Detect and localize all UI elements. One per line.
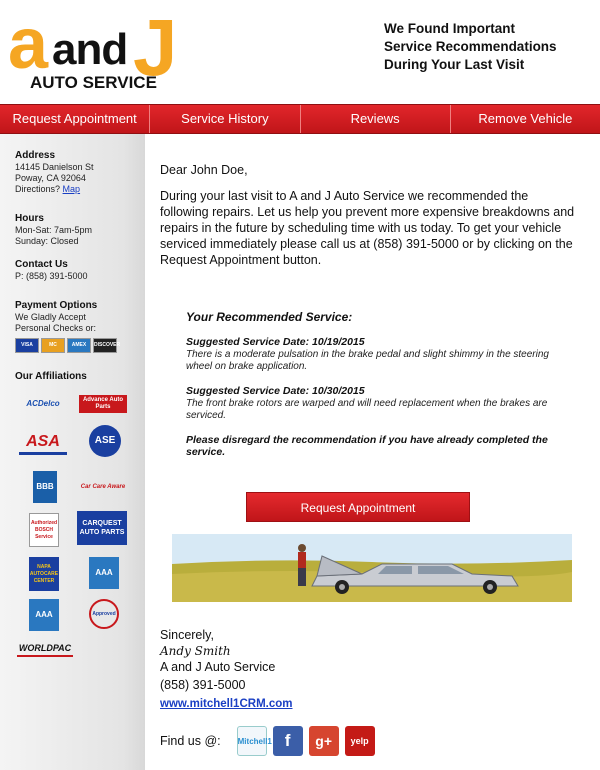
rec-description: There is a moderate pulsation in the brake pedal and slight shimmy in the steering wheel on brake application. (186, 349, 549, 372)
acdelco-logo-icon: ACDelco (26, 399, 60, 408)
payment-heading: Payment Options (15, 300, 98, 311)
main-nav (0, 104, 600, 134)
hours-line: Mon-Sat: 7am-5pm (15, 225, 93, 235)
affiliations-heading: Our Affiliations (15, 371, 87, 382)
payment-line: Personal Checks or: (15, 323, 97, 333)
company-phone: (858) 391-5000 (160, 678, 246, 692)
request-appointment-button[interactable]: Request Appointment (246, 492, 470, 522)
contact-phone: P: (858) 391-5000 (15, 271, 88, 281)
carquest-logo-icon: CARQUEST AUTO PARTS (77, 511, 127, 545)
greeting: Dear John Doe, (160, 163, 248, 177)
company-logo[interactable] (8, 3, 183, 98)
directions-label: Directions? (15, 184, 61, 194)
sign-off: Sincerely, (160, 628, 214, 642)
nav-request-appointment[interactable]: Request Appointment (0, 105, 150, 133)
recommended-service (186, 310, 576, 458)
logo-letter-j: J (133, 3, 178, 92)
nav-service-history[interactable]: Service History (150, 105, 300, 133)
payment-line: We Gladly Accept (15, 312, 86, 322)
rec-date: Suggested Service Date: 10/30/2015 (186, 385, 365, 397)
sidebar (0, 134, 145, 770)
tagline-line: During Your Last Visit (384, 57, 525, 72)
mitchell1-icon[interactable]: Mitchell1 (237, 726, 267, 756)
nav-reviews[interactable]: Reviews (301, 105, 451, 133)
rec-heading: Your Recommended Service: (186, 310, 353, 324)
logo-letter-a: a (8, 4, 45, 84)
napa-autocare-logo-icon: NAPA AUTOCARE CENTER (29, 557, 59, 591)
tagline-line: We Found Important (384, 21, 515, 36)
advance-auto-logo-icon: Advance Auto Parts (79, 395, 127, 413)
asa-logo-icon: ASA (19, 431, 67, 455)
rec-description: The front brake rotors are warped and will need replacement when the brakes are serviced. (186, 398, 548, 421)
amex-card-icon: AMEX (67, 338, 91, 353)
approved-check-logo-icon: Approved (89, 599, 119, 629)
header (0, 0, 600, 104)
header-tagline (384, 20, 594, 74)
directions-row (15, 184, 145, 195)
discover-card-icon: DISCOVER (93, 338, 117, 353)
yelp-icon[interactable]: yelp (345, 726, 375, 756)
payment-cards (15, 338, 145, 353)
intro-paragraph: During your last visit to A and J Auto Service we recommended the following repairs. Let us help you prevent more expensive breakdowns and repairs in the future by scheduling time with us today. To get your vehicle serviced immediately please call us at (858) 391-5000 or by clicking on the Request Appointment button. (160, 189, 575, 267)
facebook-icon[interactable]: f (273, 726, 303, 756)
company-name: A and J Auto Service (160, 660, 276, 674)
find-us-label: Find us @: (160, 734, 221, 748)
ase-logo-icon: ASE (89, 425, 121, 457)
address-line: Poway, CA 92064 (15, 173, 86, 183)
signature: Andy Smith (160, 644, 231, 658)
contact-heading: Contact Us (15, 259, 68, 270)
address-heading: Address (15, 150, 56, 161)
map-link[interactable]: Map (62, 184, 81, 194)
signature-block (160, 626, 293, 713)
aaa-logo-icon: AAA (89, 557, 119, 589)
affiliations-logos (15, 387, 145, 657)
car-illustration-icon (172, 534, 572, 602)
find-us-row (160, 726, 375, 756)
car-care-aware-logo-icon: Car Care Aware (80, 484, 126, 490)
rec-date: Suggested Service Date: 10/19/2015 (186, 336, 365, 348)
tagline-line: Service Recommendations (384, 39, 557, 54)
mastercard-icon: MC (41, 338, 65, 353)
logo-word-and: and (52, 25, 128, 74)
website-link[interactable]: www.mitchell1CRM.com (160, 698, 293, 710)
rec-note: Please disregard the recommendation if you have already completed the service. (186, 434, 548, 458)
google-plus-icon[interactable]: g+ (309, 726, 339, 756)
logo-subtitle: AUTO SERVICE (30, 73, 157, 92)
bosch-service-logo-icon: Authorized BOSCH Service (29, 513, 59, 547)
car-banner-image (172, 534, 572, 602)
visa-card-icon: VISA (15, 338, 39, 353)
aaa-approved-logo-icon: AAA (29, 599, 59, 631)
hours-line: Sunday: Closed (15, 236, 79, 246)
hours-heading: Hours (15, 213, 44, 224)
worldpac-logo-icon: WORLDPAC (17, 641, 73, 657)
nav-remove-vehicle[interactable]: Remove Vehicle (451, 105, 600, 133)
bbb-logo-icon: BBB (33, 471, 57, 503)
address-line: 14145 Danielson St (15, 162, 94, 172)
